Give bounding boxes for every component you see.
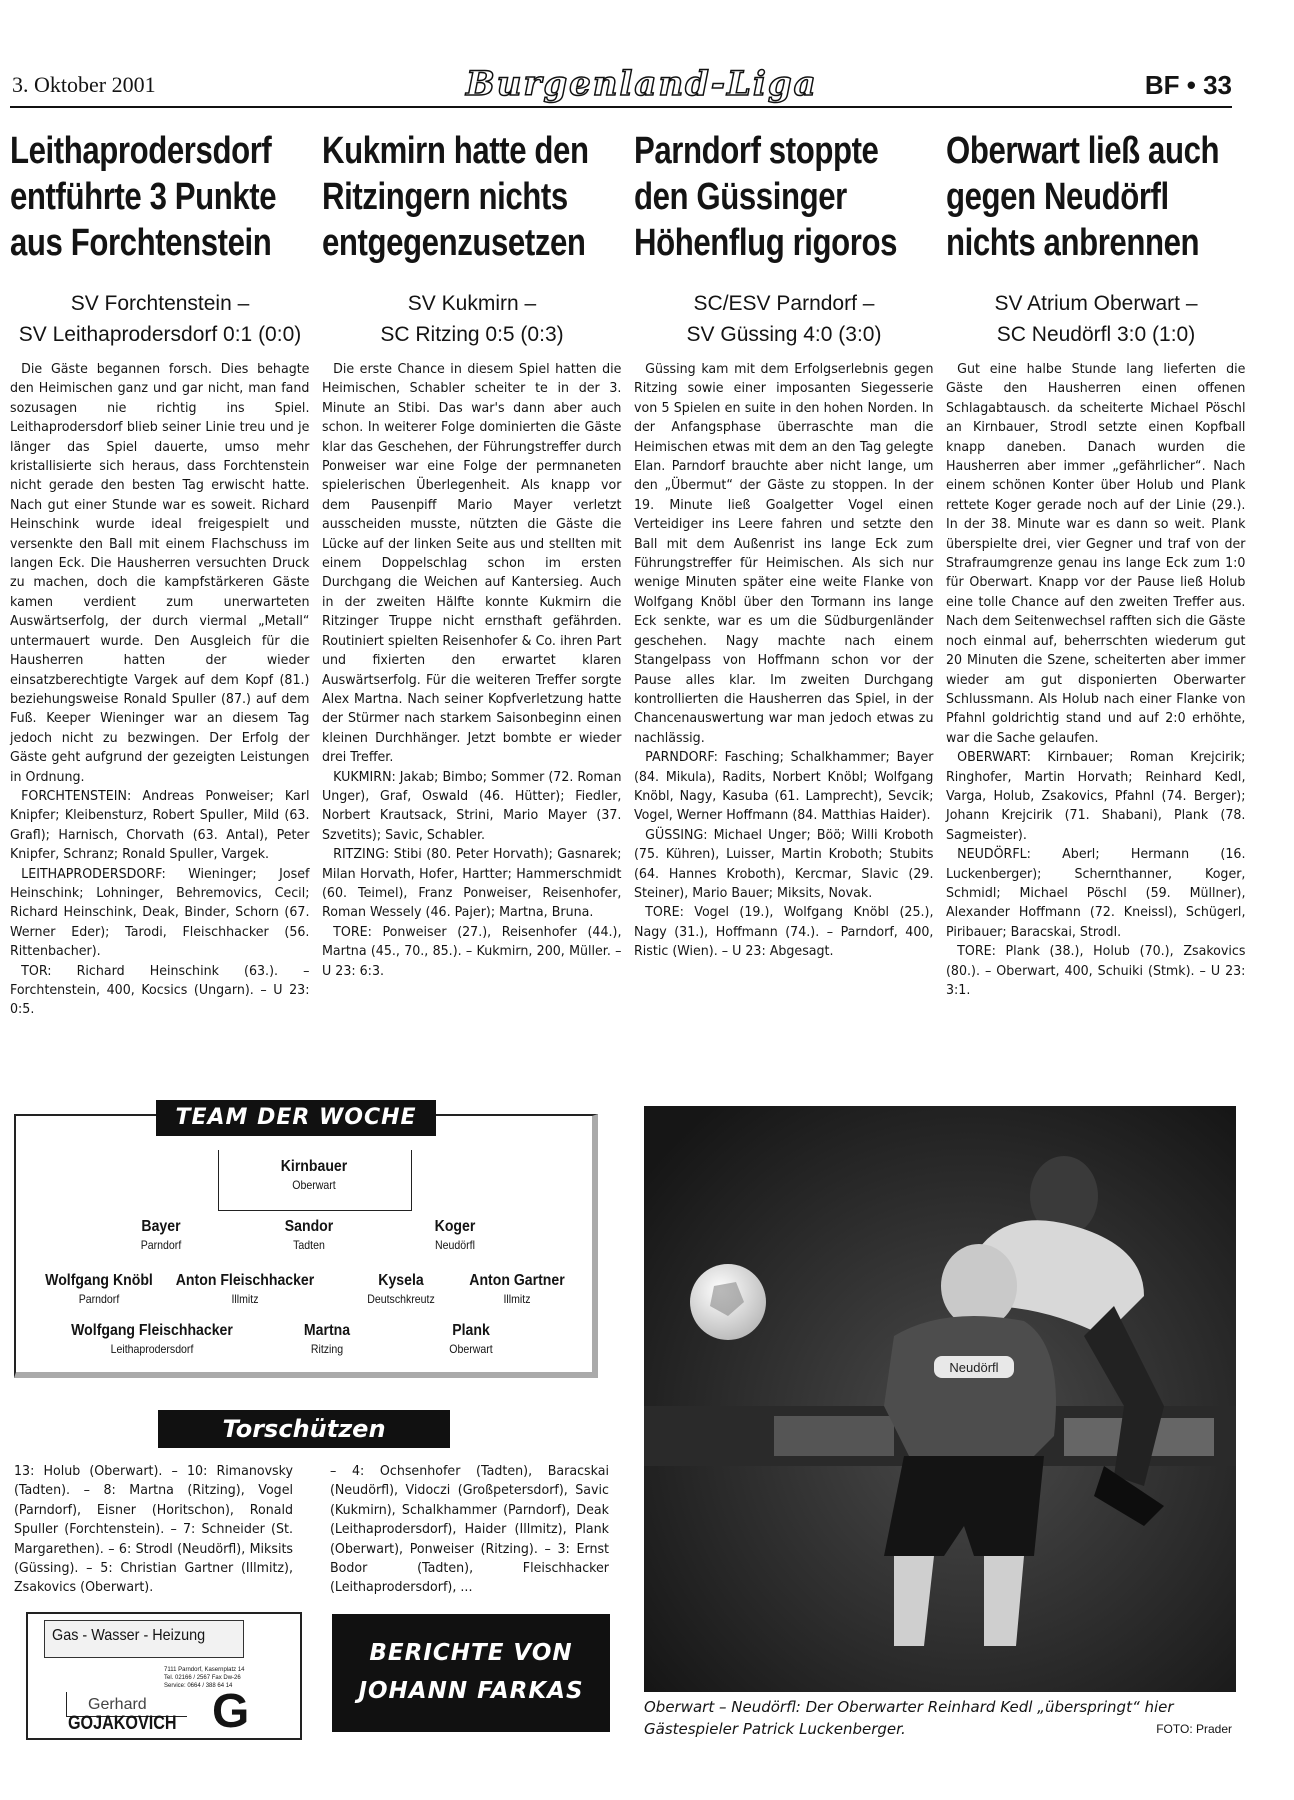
player-name: Plank [452, 1322, 490, 1339]
player-name: Bayer [141, 1218, 181, 1235]
reporter-label: BERICHTE VON [369, 1640, 573, 1666]
player-defender-right [370, 1218, 540, 1252]
article-body [946, 360, 1245, 1000]
lineup-home: PARNDORF: Fasching; Schalkhammer; Bayer (84. Mikula), Radits, Norbert Knöbl; Wolfgang Knöbl, Nagy, Kasuba (61. Lamprecht), Sevcik; Vogel, Werner Hoffmann (84. Matthias Haider). [634, 749, 934, 824]
player-club: Illmitz [503, 1292, 531, 1306]
lineup-away: RITZING: Stibi (80. Peter Horvath); Gasnarek; Milan Horvath, Hofer, Hartter; Hammerschmidt (60. Teimel), Franz Ponweiser, Reisenhofer, Roman Wessely (46. Pajer); Martna, Bruna. [322, 846, 622, 921]
headline: Leithaprodersdorf entführte 3 Punkte aus Forchtenstein [10, 130, 277, 264]
page-number: BF • 33 [1144, 70, 1232, 100]
player-club: Parndorf [140, 1238, 182, 1252]
photo-credit: FOTO: Prader [1156, 1722, 1232, 1736]
masthead-rule [10, 106, 1232, 108]
team-of-week-title: TEAM DER WOCHE [156, 1100, 436, 1136]
ad-service-line: Service: 0664 / 388 64 14 [164, 1683, 233, 1689]
ad-address-line: 7111 Parndorf, Kasernplatz 14 [164, 1667, 245, 1673]
player-forward-1 [52, 1322, 252, 1356]
issue-date: 3. Oktober 2001 [12, 72, 156, 97]
match-result [946, 288, 1246, 350]
goals: TOR: Richard Heinschink (63.). – Forchtenstein, 400, Kocsics (Ungarn). – U 23: 0:5. [10, 962, 310, 1018]
article-body [322, 360, 621, 981]
match-home: SC/ESV Parndorf – [693, 292, 875, 315]
player-name: Sandor [284, 1218, 334, 1235]
goals: TORE: Ponweiser (27.), Reisenhofer (44.), Martna (45., 70., 85.). – Kukmirn, 200, Müller. – U 23: 6:3. [322, 923, 622, 979]
reporter-credit-box [332, 1614, 610, 1732]
player-midfielder-2 [160, 1272, 330, 1306]
ad-phone-line: Tel. 02166 / 2567 Fax Dw-26 [164, 1675, 241, 1681]
article-body [634, 360, 933, 962]
lineup-away: LEITHAPRODERSDORF: Wieninger; Josef Heinschink; Lohninger, Behremovics, Cecil; Richard Heinschink, Deak, Binder, Schorn (67. Werner Eder); Tarodi, Fleischhacker (56. Rittenbacher). [10, 865, 310, 960]
match-away-score: SV Güssing 4:0 (3:0) [686, 323, 882, 346]
headline: Oberwart ließ auch gegen Neudörfl nichts anbrennen [946, 130, 1220, 264]
paragraph: Güssing kam mit dem Erfolgserlebnis gegen Ritzing sowie einer imposanten Siegesserie von 5 Spielen en suite in den hohen Norden. In der Anfangsphase überraschte man die Heimischen etwas mit dem an den Tag gelegte Elan. Parndorf brauchte aber nicht lange, um den „Übermut“ der Gäste zu stoppen. In der 19. Minute ließ Goalgetter Vogel einen Verteidiger ins Leere fahren und setzte den Ball mit dem Außenrist ins lange Eck zum Führungstreffer für Heimischen. Als sich nur wenige Minuten später eine weite Flanke von Wolfgang Knöbl über den Tormann ins lange Eck senkte, war es um die Südburgenländer geschehen. Nagy machte nach einem Stangelpass von Hoffmann schon vor der Pause alles klar. Im zweiten Durchgang kontrollierten die Hausherren das Spiel, in der Chancenauswertung war man jedoch etwas zu nachlässig. [634, 361, 934, 746]
player-club: Ritzing [310, 1342, 344, 1356]
ad-logo-letter: G [212, 1685, 250, 1738]
player-goalkeeper [229, 1158, 399, 1192]
ad-first-name: Gerhard [88, 1696, 147, 1713]
lineup-home: FORCHTENSTEIN: Andreas Ponweiser; Karl Knipfer; Kleibensturz, Robert Spuller, Mild (63. Grafl); Harnisch, Chorvath (63. Antal), Peter Knipfer, Schranz; Ronald Spuller, Vargek. [10, 787, 310, 863]
player-club: Leithaprodersdorf [110, 1342, 194, 1356]
player-name: Wolfgang Knöbl [45, 1272, 153, 1289]
article-forchtenstein [10, 128, 310, 1020]
article-oberwart [946, 128, 1246, 1000]
paragraph: Gut eine halbe Stunde lang lieferten die Gäste den Hausherren einen offenen Schlagabtausch. da scheiterte Michael Pöschl an Kirnbauer, Strodl setzte einen Kopfball knapp daneben. Danach wurden die Hausherren aber immer „gefährlicher“. Nach einem schönen Konter über Holub und Plank rettete Koger gerade noch auf der Linie (29.). In der 38. Minute war es dann so weit. Plank überspielte drei, vier Gegner und traf von der Strafraumgrenze genau ins lange Eck zum 1:0 für Oberwart. Knapp vor der Pause ließ Holub eine tolle Chance auf den zweiten Treffer aus. Nach dem Seitenwechsel rafften sich die Gäste noch einmal auf, beherrschten wiederum gut 20 Minuten die Szene, scheiterten aber immer wieder am gut disponierten Oberwarter Schlussmann. Als Holub nach einer Flanke von Pfahnl goldrichtig stand und auf 2:0 erhöhte, war die Sache gelaufen. [946, 361, 1246, 746]
match-result [634, 288, 934, 350]
photo-illustration [644, 1106, 1236, 1692]
lineup-away: NEUDÖRFL: Aberl; Hermann (16. Luckenberger); Schernthanner, Koger, Schmidl; Michael Pöschl (59. Müllner), Alexander Hoffmann (72. Kneissl), Schügerl, Piribauer; Baracskai, Strodl. [946, 846, 1246, 940]
player-club: Oberwart [449, 1342, 493, 1356]
player-club: Illmitz [231, 1292, 259, 1306]
player-midfielder-1 [14, 1272, 184, 1306]
player-name: Martna [303, 1322, 351, 1339]
headline: Parndorf stoppte den Güssinger Höhenflug rigoros [634, 130, 898, 264]
paragraph: Die Gäste begannen forsch. Dies behagte den Heimischen ganz und gar nicht, man fand sozusagen nie richtig ins Spiel. Leithaprodersdorf blieb seiner Linie treu und je länger das Spiel dauerte, umso mehr kristallisierte sich heraus, dass Forchtenstein nicht gerade den besten Tag erwischt hatte. Nach gut einer Stunde war es soweit. Richard Heinschink wurde ideal freigespielt und versenkte den Ball mit einem Flachschuss im langen Eck. Die Hausherren versuchten Druck zu machen, doch die kampfstärkeren Gäste kamen verdient zum unerwarteten Auswärtserfolg, der durch viermal „Metall“ untermauert wurde. Den Ausgleich für die Hausherren hatten der wieder einsatzberechtigte Vargek auf dem Kopf (81.) beziehungsweise Ronald Spuller (87.) auf dem Fuß. Keeper Wieninger war an diesem Tag jedoch nicht zu bezwingen. Der Erfolg der Gäste geht aufgrund der gezeigten Leistungen in Ordnung. [10, 361, 310, 785]
player-name: Kysela [378, 1272, 424, 1289]
player-club: Tadten [293, 1238, 325, 1252]
photo-caption: Oberwart – Neudörfl: Der Oberwarter Reinhard Kedl „überspringt“ hier Gästespieler Patrick Luckenberger. [644, 1698, 1174, 1738]
headline: Kukmirn hatte den Ritzingern nichts entgegenzusetzen [322, 130, 589, 264]
shirt-sponsor-text: Neudörfl [949, 1360, 999, 1375]
article-body [10, 360, 309, 1020]
player-midfielder-4 [432, 1272, 602, 1306]
player-name: Anton Gartner [469, 1272, 565, 1289]
lower-player-head [941, 1244, 1017, 1328]
player-name: Anton Fleischhacker [175, 1272, 315, 1289]
paragraph: Die erste Chance in diesem Spiel hatten die Heimischen, Schabler scheiter te in der 3. Minute an Stibi. Das war's dann aber auch schon. In weiterer Folge dominierten die Gäste klar das Geschehen, der Führungstreffer durch Ponweiser war eine Folge der permnaneten spielerischen Überlegenheit. Als knapp vor dem Pausenpiff Mario Mayer verletzt ausscheiden musste, nützten die Gäste die Lücke auf der linken Seite aus und stellten mit einem Doppelschlag schon im ersten Durchgang die Weichen auf Kantersieg. Auch in der zweiten Hälfte konnte Kukmirn die Ritzinger Truppe nicht ernsthaft gefährden. Routiniert spielten Reisenhofer & Co. ihren Part und fixierten den erwartet klaren Auswärtserfolg. Für die weiteren Treffer sorgte Alex Martna. Nach seiner Kopfverletzung hatte der Stürmer nach starkem Saisonbeginn einen kleinen Durchhänger. Jetzt bombte er wieder drei Treffer. [322, 361, 622, 766]
match-away-score: SC Ritzing 0:5 (0:3) [380, 323, 564, 346]
goals: TORE: Plank (38.), Holub (70.), Zsakovics (80.). – Oberwart, 400, Schuiki (Stmk). – U 23: 3:1. [946, 943, 1246, 998]
scorers-title: Torschützen [158, 1410, 450, 1448]
match-away-score: SV Leithaprodersdorf 0:1 (0:0) [18, 323, 302, 346]
match-home: SV Kukmirn – [407, 292, 537, 315]
section-title: Burgenland-Liga [466, 64, 818, 104]
match-photo [644, 1106, 1236, 1692]
lineup-home: OBERWART: Kirnbauer; Roman Krejcirik; Ringhofer, Martin Horvath; Reinhard Kedl, Varga, Holub, Zsakovics, Pfahnl (74. Berger); Johann Krejcirik (71. Shabani), Plank (78. Sagmeister). [946, 749, 1246, 843]
scorers-list-left: 13: Holub (Oberwart). – 10: Rimanovsky (Tadten). – 8: Martna (Ritzing), Vogel (Parndorf), Eisner (Horitschon), Ronald Spuller (Forchtenstein). – 7: Schneider (St. Margarethen). – 6: Strodl (Neudörfl), Miksits (Güssing). – 5: Christian Gartner (Illmitz), Zsakovics (Oberwart). [14, 1463, 293, 1596]
goals: TORE: Vogel (19.), Wolfgang Knöbl (25.), Nagy (31.), Hoffmann (74.). – Parndorf, 400, Ristic (Wien). – U 23: Abgesagt. [634, 904, 934, 960]
player-club: Oberwart [292, 1178, 336, 1192]
scorers-list-right: – 4: Ochsenhofer (Tadten), Baracskai (Neudörfl), Vidoczi (Großpetersdorf), Savic (Kukmirn), Schalkhammer (Parndorf), Deak (Leithaprodersdorf), Haider (Illmitz), Plank (Oberwart), Ponweiser (Ritzing). – 3: Ernst Bodor (Tadten), Fleischhacker (Leithaprodersdorf), ... [330, 1463, 609, 1596]
player-club: Deutschkreutz [367, 1292, 435, 1306]
ad-services: Gas - Wasser - Heizung [52, 1627, 206, 1644]
reporter-name: JOHANN FARKAS [358, 1678, 584, 1704]
player-name: Wolfgang Fleischhacker [71, 1322, 233, 1339]
player-forward-3 [386, 1322, 556, 1356]
player-name: Kirnbauer [280, 1158, 348, 1175]
ad-last-name: GOJAKOVICH [68, 1713, 177, 1734]
article-parndorf [634, 128, 934, 962]
match-result [322, 288, 622, 350]
player-name: Koger [434, 1218, 476, 1235]
lineup-away: GÜSSING: Michael Unger; Böö; Willi Kroboth (75. Kühren), Luisser, Martin Kroboth; Stubits (64. Hannes Kroboth), Kercmar, Slavic (29. Steiner), Mario Bauer; Miksits, Novak. [634, 826, 934, 901]
match-away-score: SC Neudörfl 3:0 (1:0) [996, 323, 1196, 346]
article-kukmirn [322, 128, 622, 981]
lineup-home: KUKMIRN: Jakab; Bimbo; Sommer (72. Roman Unger), Graf, Oswald (46. Hütter); Fiedler, Norbert Krautsack, Strini, Mario Mayer (37. Szvetits); Savic, Schabler. [322, 768, 622, 843]
player-defender-center [224, 1218, 394, 1252]
ad-board [774, 1416, 894, 1456]
player-club: Neudörfl [435, 1238, 475, 1252]
lower-player-shirt [884, 1316, 1056, 1466]
match-home: SV Forchtenstein – [70, 292, 250, 315]
match-home: SV Atrium Oberwart – [994, 292, 1198, 315]
player-defender-left [76, 1218, 246, 1252]
match-result [10, 288, 310, 350]
player-club: Parndorf [78, 1292, 120, 1306]
